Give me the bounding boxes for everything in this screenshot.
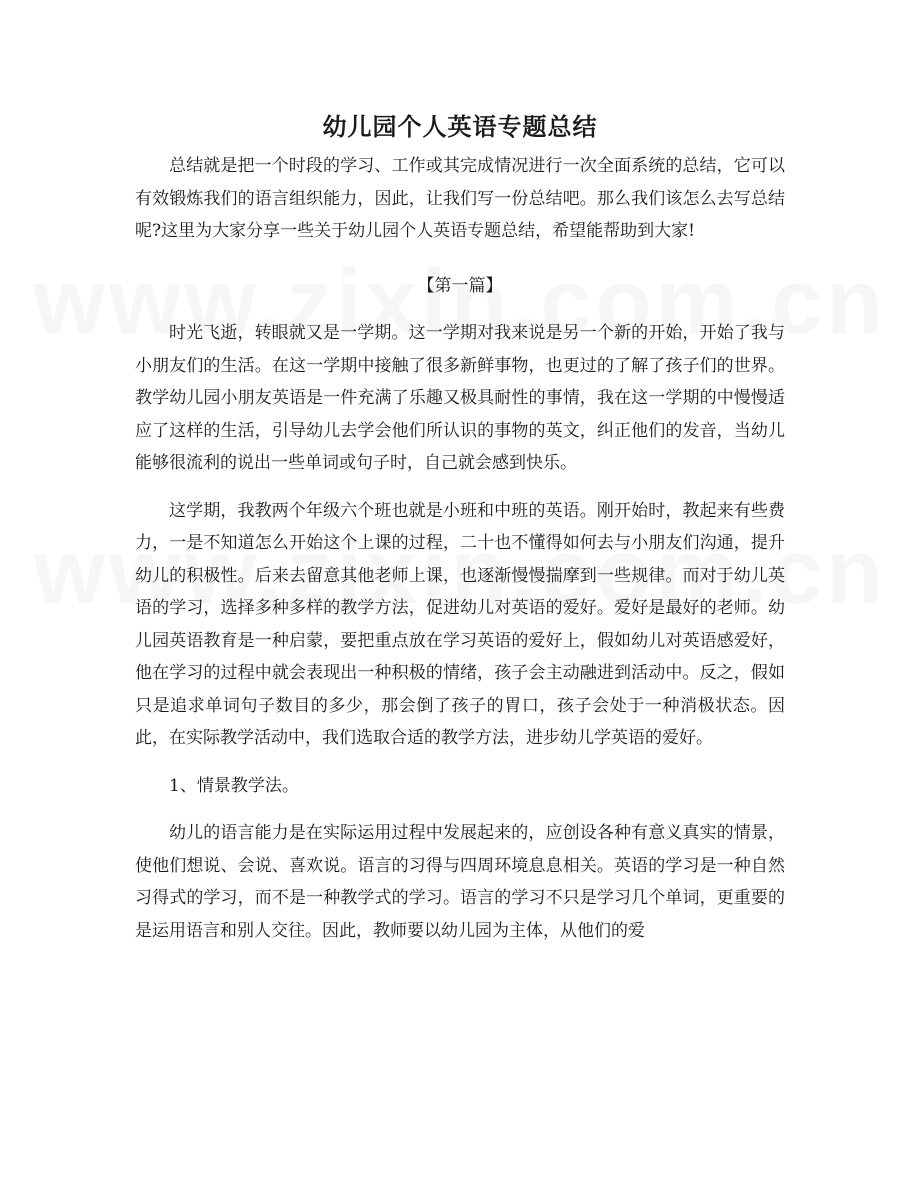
section-heading: 【第一篇】	[417, 275, 503, 296]
body-paragraph: 这学期，我教两个年级六个班也就是小班和中班的英语。刚开始时，教起来有些费力，一是不知道怎么开始这个上课的过程，二十也不懂得如何去与小朋友们沟通，提升幼儿的积极性。后来去留意其他老师上课，也逐渐慢慢揣摩到一些规律。而对于幼儿英语的学习，选择多种多样的教学方法，促进幼儿对英语的爱好。爱好是最好的老师。幼儿园英语教育是一种启蒙，要把重点放在学习英语的爱好上，假如幼儿对英语感爱好，他在学习的过程中就会表现出一种积极的情绪，孩子会主动融进到活动中。反之，假如只是追求单词句子数目的多少，那会倒了孩子的胃口，孩子会处于一种消极状态。因此，在实际教学活动中，我们选取合适的教学方法，进步幼儿学英语的爱好。	[135, 500, 785, 748]
intro-paragraph: 总结就是把一个时段的学习、工作或其完成情况进行一次全面系统的总结，它可以有效锻炼我们的语言组织能力，因此，让我们写一份总结吧。那么我们该怎么去写总结呢?这里为大家分享一些关于幼儿园个人英语专题总结，希望能帮助到大家!	[135, 156, 785, 241]
body-paragraph: 幼儿的语言能力是在实际运用过程中发展起来的，应创设各种有意义真实的情景，使他们想说、会说、喜欢说。语言的习得与四周环境息息相关。英语的学习是一种自然习得式的学习，而不是一种教学式的学习。语言的学习不只是学习几个单词，更重要的是运用语言和别人交往。因此，教师要以幼儿园为主体，从他们的爱	[135, 823, 785, 941]
document-title: 幼儿园个人英语专题总结	[322, 112, 598, 141]
document-page	[135, 104, 785, 962]
list-heading: 1、情景教学法。	[169, 775, 299, 796]
body-paragraph: 时光飞逝，转眼就又是一学期。这一学期对我来说是另一个新的开始，开始了我与小朋友们的生活。在这一学期中接触了很多新鲜事物，也更过的了解了孩子们的世界。教学幼儿园小朋友英语是一件充满了乐趣又极具耐性的事情，我在这一学期的中慢慢适应了这样的生活，引导幼儿去学会他们所认识的事物的英文，纠正他们的发音，当幼儿能够很流利的说出一些单词或句子时，自己就会感到快乐。	[135, 323, 785, 473]
